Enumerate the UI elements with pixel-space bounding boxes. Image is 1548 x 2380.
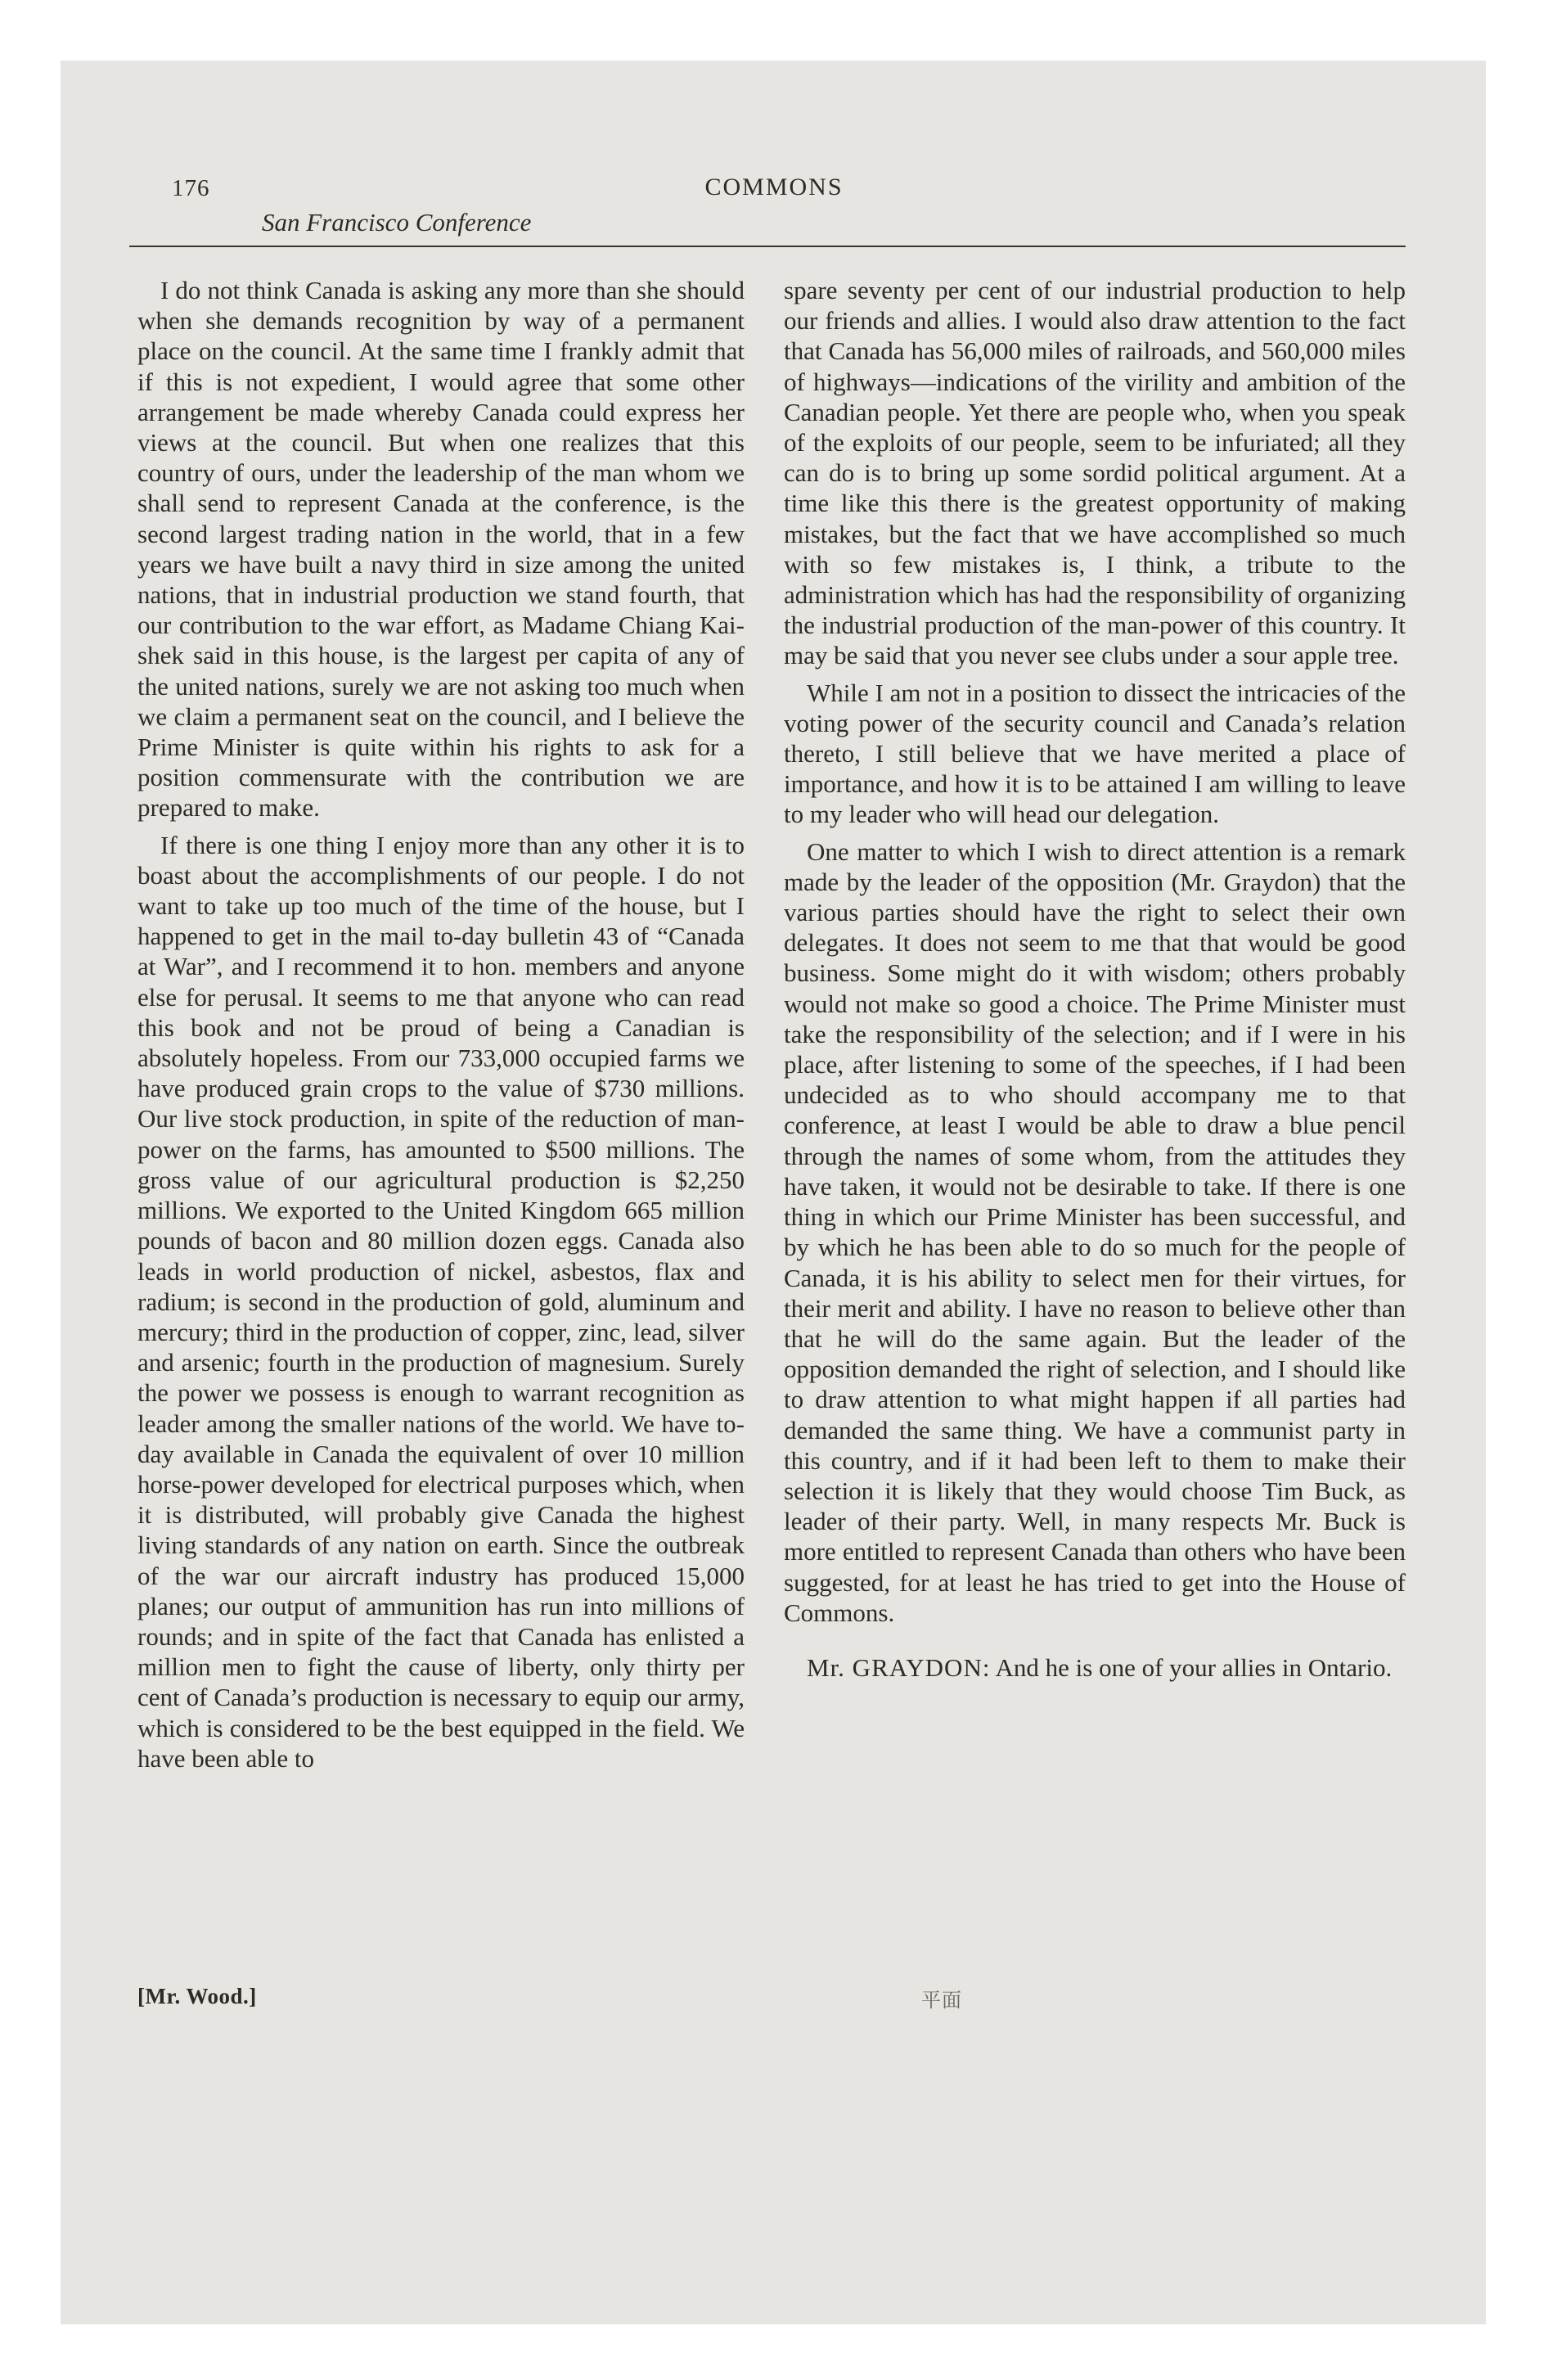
paragraph: One matter to which I wish to direct attention is a remark made by the leader of the opposition (Mr. Graydon) that the various parties should have the right to select their own delegates. It does not seem to me that that would be good business. Some might do it with wisdom; others probably would not make so good a choice. The Prime Minister must take the responsibility of the selection; and if I were in his place, after listening to some of the speeches, if I had been undecided as to who should accompany me to that conference, at least I would be able to draw a blue pencil through the names of some whom, from the attitudes they have taken, it would not be desirable to take. If there is one thing in which our Prime Minister has been successful, and by which he has been able to do so much for the people of Canada, it is his ability to select men for their virtues, for their merit and ability. I have no reason to believe other than that he will do the same again. But the leader of the opposition demanded the right of selection, and I should like to draw attention to what might happen if all parties had demanded the same thing. We have a communist party in this country, and if it had been left to them to make their selection it is likely that they would choose Tim Buck, as leader of their party. Well, in many respects Mr. Buck is more entitled to represent Canada than others who have been suggested, for at least he has tried to get into the House of Commons. [784, 836, 1406, 1627]
right-column [784, 275, 1406, 1689]
interjection [784, 1652, 1406, 1683]
section-title: San Francisco Conference [262, 208, 532, 237]
paragraph: While I am not in a position to dissect the intricacies of the voting power of the security council and Canada’s relation thereto, I still believe that we have merited a place of importance, and how it is to be attained I am willing to leave to my leader who will head our delegation. [784, 678, 1406, 829]
speaker-name: Mr. GRAYDON: [807, 1652, 991, 1682]
paragraph: If there is one thing I enjoy more than any other it is to boast about the accomplishments of our people. I do not want to take up too much of the time of the house, but I happened to get in the mail to-day bulletin 43 of “Canada at War”, and I recommend it to hon. members and anyone else for perusal. It seems to me that anyone who can read this book and not be proud of being a Canadian is absolutely hopeless. From our 733,000 occupied farms we have produced grain crops to the value of $730 millions. Our live stock production, in spite of the reduction of man-power on the farms, has amounted to $500 millions. The gross value of our agricultural production is $2,250 millions. We exported to the United Kingdom 665 million pounds of bacon and 80 million dozen eggs. Canada also leads in world production of nickel, asbestos, flax and radium; is second in the production of gold, aluminum and mercury; third in the production of copper, zinc, lead, silver and arsenic; fourth in the production of magnesium. Surely the power we possess is enough to warrant recognition as leader among the smaller nations of the world. We have to-day available in Canada the equivalent of over 10 million horse-power developed for electrical purposes which, when it is distributed, will probably give Canada the highest living standards of any nation on earth. Since the outbreak of the war our aircraft industry has produced 15,000 planes; our output of ammunition has run into millions of rounds; and in spite of the fact that Canada has enlisted a million men to fight the cause of liberty, only thirty per cent of Canada’s production is necessary to equip our army, which is considered to be the best equipped in the field. We have been able to [137, 830, 745, 1773]
printer-stamp: 平面 [921, 1990, 962, 2012]
left-column [137, 275, 745, 1780]
paragraph-continuation: spare seventy per cent of our industrial production to help our friends and allies. I would also draw attention to the fact that Canada has 56,000 miles of railroads, and 560,000 miles of highways—indications of the virility and ambition of the Canadian people. Yet there are people who, when you speak of the exploits of our people, seem to be infuriated; all they can do is to bring up some sordid political argument. At a time like this there is the greatest opportunity of making mistakes, but the fact that we have accomplished so much with so few mistakes is, I think, a tribute to the administration which has had the responsibility of organizing the industrial production of the man-power of this country. It may be said that you never see clubs under a sour apple tree. [784, 276, 1406, 670]
footer-speaker-tag: [Mr. Wood.] [137, 1984, 257, 2008]
interjection-text: And he is one of your allies in Ontario. [995, 1652, 1393, 1682]
running-head: COMMONS [704, 174, 844, 201]
paragraph: I do not think Canada is asking any more than she should when she demands recognition by way of a permanent place on the council. At the same time I frankly admit that if this is not expedient, I would agree that some other arrangement be made whereby Canada could express her views at the council. But when one realizes that this country of ours, under the leadership of the man whom we shall send to represent Canada at the conference, is the second largest trading nation in the world, that in a few years we have built a navy third in size among the united nations, that in industrial production we stand fourth, that our contribution to the war effort, as Madame Chiang Kai-shek said in this house, is the largest per capita of any of the united nations, surely we are not asking too much when we claim a permanent seat on the council, and I believe the Prime Minister is quite within his rights to ask for a position commensurate with the contribution we are prepared to make. [137, 276, 745, 823]
page-number: 176 [172, 175, 210, 201]
header-rule [129, 246, 1406, 247]
